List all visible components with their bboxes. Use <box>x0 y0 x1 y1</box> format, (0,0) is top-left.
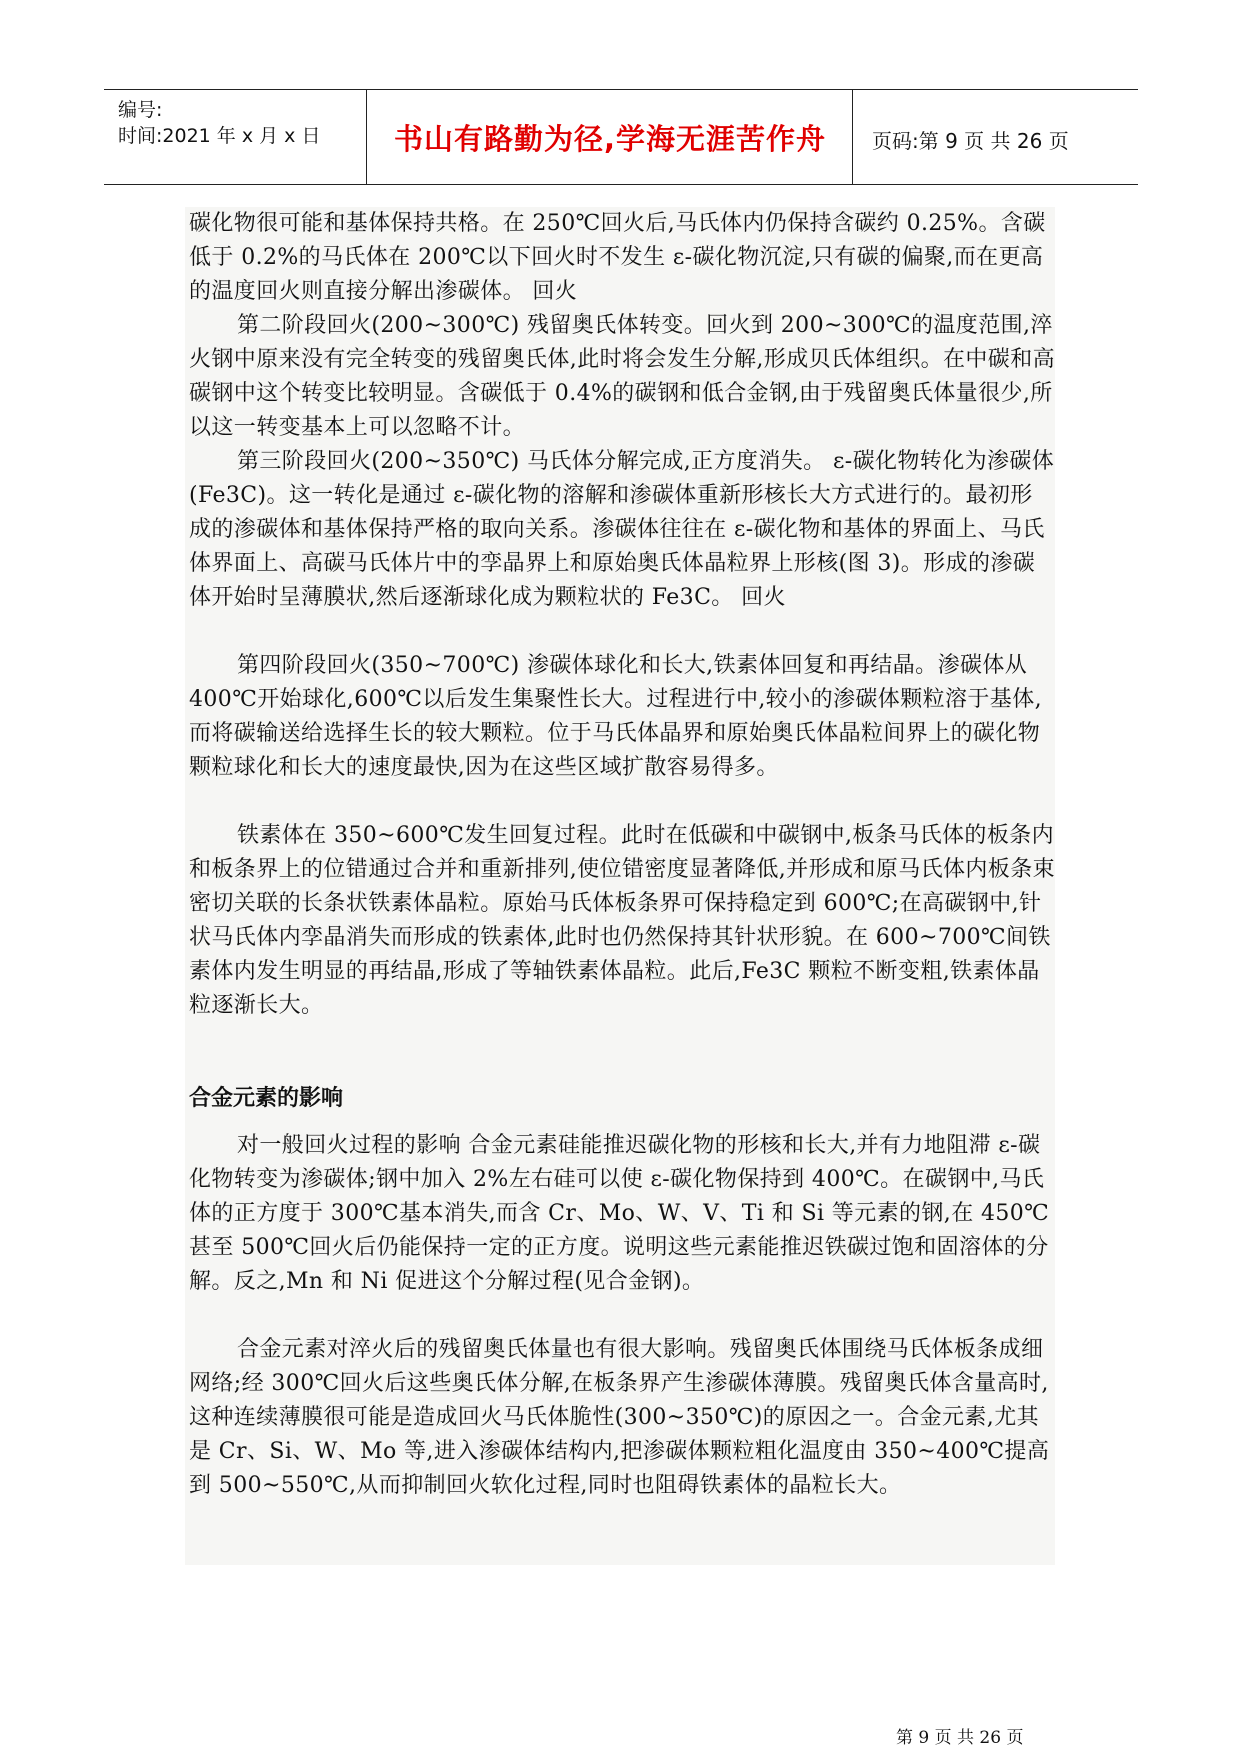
paragraph-7: 合金元素对淬火后的残留奥氏体量也有很大影响。残留奥氏体围绕马氏体板条成细网络;经 300℃回火后这些奥氏体分解,在板条界产生渗碳体薄膜。残留奥氏体含量高时,这种连续薄膜很可能是造成回火马氏体脆性(300~350℃)的原因之一。合金元素,尤其是 Cr、Si、W、Mo 等,进入渗碳体结构内,把渗碳体颗粒粗化温度由 350~400℃提高到 500~550℃,从而抑制回火软化过程,同时也阻碍铁素体的晶粒长大。 <box>189 1337 1050 1498</box>
paragraph-4: 第四阶段回火(350~700℃) 渗碳体球化和长大,铁素体回复和再结晶。渗碳体从 400℃开始球化,600℃以后发生集聚性长大。过程进行中,较小的渗碳体颗粒溶于基体,而将碳输送给选择生长的较大颗粒。位于马氏体晶界和原始奥氏体晶粒间界上的碳化物颗粒球化和长大的速度最快,因为在这些区域扩散容易得多。 <box>189 653 1042 780</box>
header-meta-cell <box>104 90 367 184</box>
paragraph-1: 碳化物很可能和基体保持共格。在 250℃回火后,马氏体内仍保持含碳约 0.25%。含碳低于 0.2%的马氏体在 200℃以下回火时不发生 ε-碳化物沉淀,只有碳的偏聚,而在更高的温度回火则直接分解出渗碳体。 回火 <box>189 211 1046 304</box>
page-footer: 第 9 页 共 26 页 <box>896 1728 1024 1748</box>
paragraph-5: 铁素体在 350~600℃发生回复过程。此时在低碳和中碳钢中,板条马氏体的板条内和板条界上的位错通过合并和重新排列,使位错密度显著降低,并形成和原马氏体内板条束密切关联的长条状铁素体晶粒。原始马氏体板条界可保持稳定到 600℃;在高碳钢中,针状马氏体内孪晶消失而形成的铁素体,此时也仍然保持其针状形貌。在 600~700℃间铁素体内发生明显的再结晶,形成了等轴铁素体晶粒。此后,Fe3C 颗粒不断变粗,铁素体晶粒逐渐长大。 <box>189 823 1055 1018</box>
paragraph-2: 第二阶段回火(200~300℃) 残留奥氏体转变。回火到 200~300℃的温度范围,淬火钢中原来没有完全转变的残留奥氏体,此时将会发生分解,形成贝氏体组织。在中碳和高碳钢中这个转变比较明显。含碳低于 0.4%的碳钢和低合金钢,由于残留奥氏体量很少,所以这一转变基本上可以忽略不计。 <box>189 313 1055 440</box>
document-time-label: 时间:2021 年 x 月 x 日 <box>118 125 321 147</box>
header-motto: 书山有路勤为径,学海无涯苦作舟 <box>393 122 827 156</box>
paragraph-3: 第三阶段回火(200~350℃) 马氏体分解完成,正方度消失。 ε-碳化物转化为渗碳体(Fe3C)。这一转化是通过 ε-碳化物的溶解和渗碳体重新形核长大方式进行的。最初形成的渗碳体和基体保持严格的取向关系。渗碳体往往在 ε-碳化物和基体的界面上、马氏体界面上、高碳马氏体片中的孪晶界上和原始奥氏体晶粒界上形核(图 3)。形成的渗碳体开始时呈薄膜状,然后逐渐球化成为颗粒状的 Fe3C。 回火 <box>189 449 1055 610</box>
paragraph-6: 对一般回火过程的影响 合金元素硅能推迟碳化物的形核和长大,并有力地阻滞 ε-碳化物转变为渗碳体;钢中加入 2%左右硅可以使 ε-碳化物保持到 400℃。在碳钢中,马氏体的正方度于 300℃基本消失,而含 Cr、Mo、W、V、Ti 和 Si 等元素的钢,在 450℃甚至 500℃回火后仍能保持一定的正方度。说明这些元素能推迟铁碳过饱和固溶体的分解。反之,Mn 和 Ni 促进这个分解过程(见合金钢)。 <box>189 1133 1050 1294</box>
page-header <box>104 89 1138 185</box>
header-page-code: 页码:第 9 页 共 26 页 <box>872 129 1069 153</box>
document-number-label: 编号: <box>118 99 163 121</box>
document-body <box>185 207 1055 1565</box>
section-heading: 合金元素的影响 <box>189 1086 344 1111</box>
header-page-cell <box>854 90 1138 184</box>
header-motto-cell <box>368 90 853 184</box>
